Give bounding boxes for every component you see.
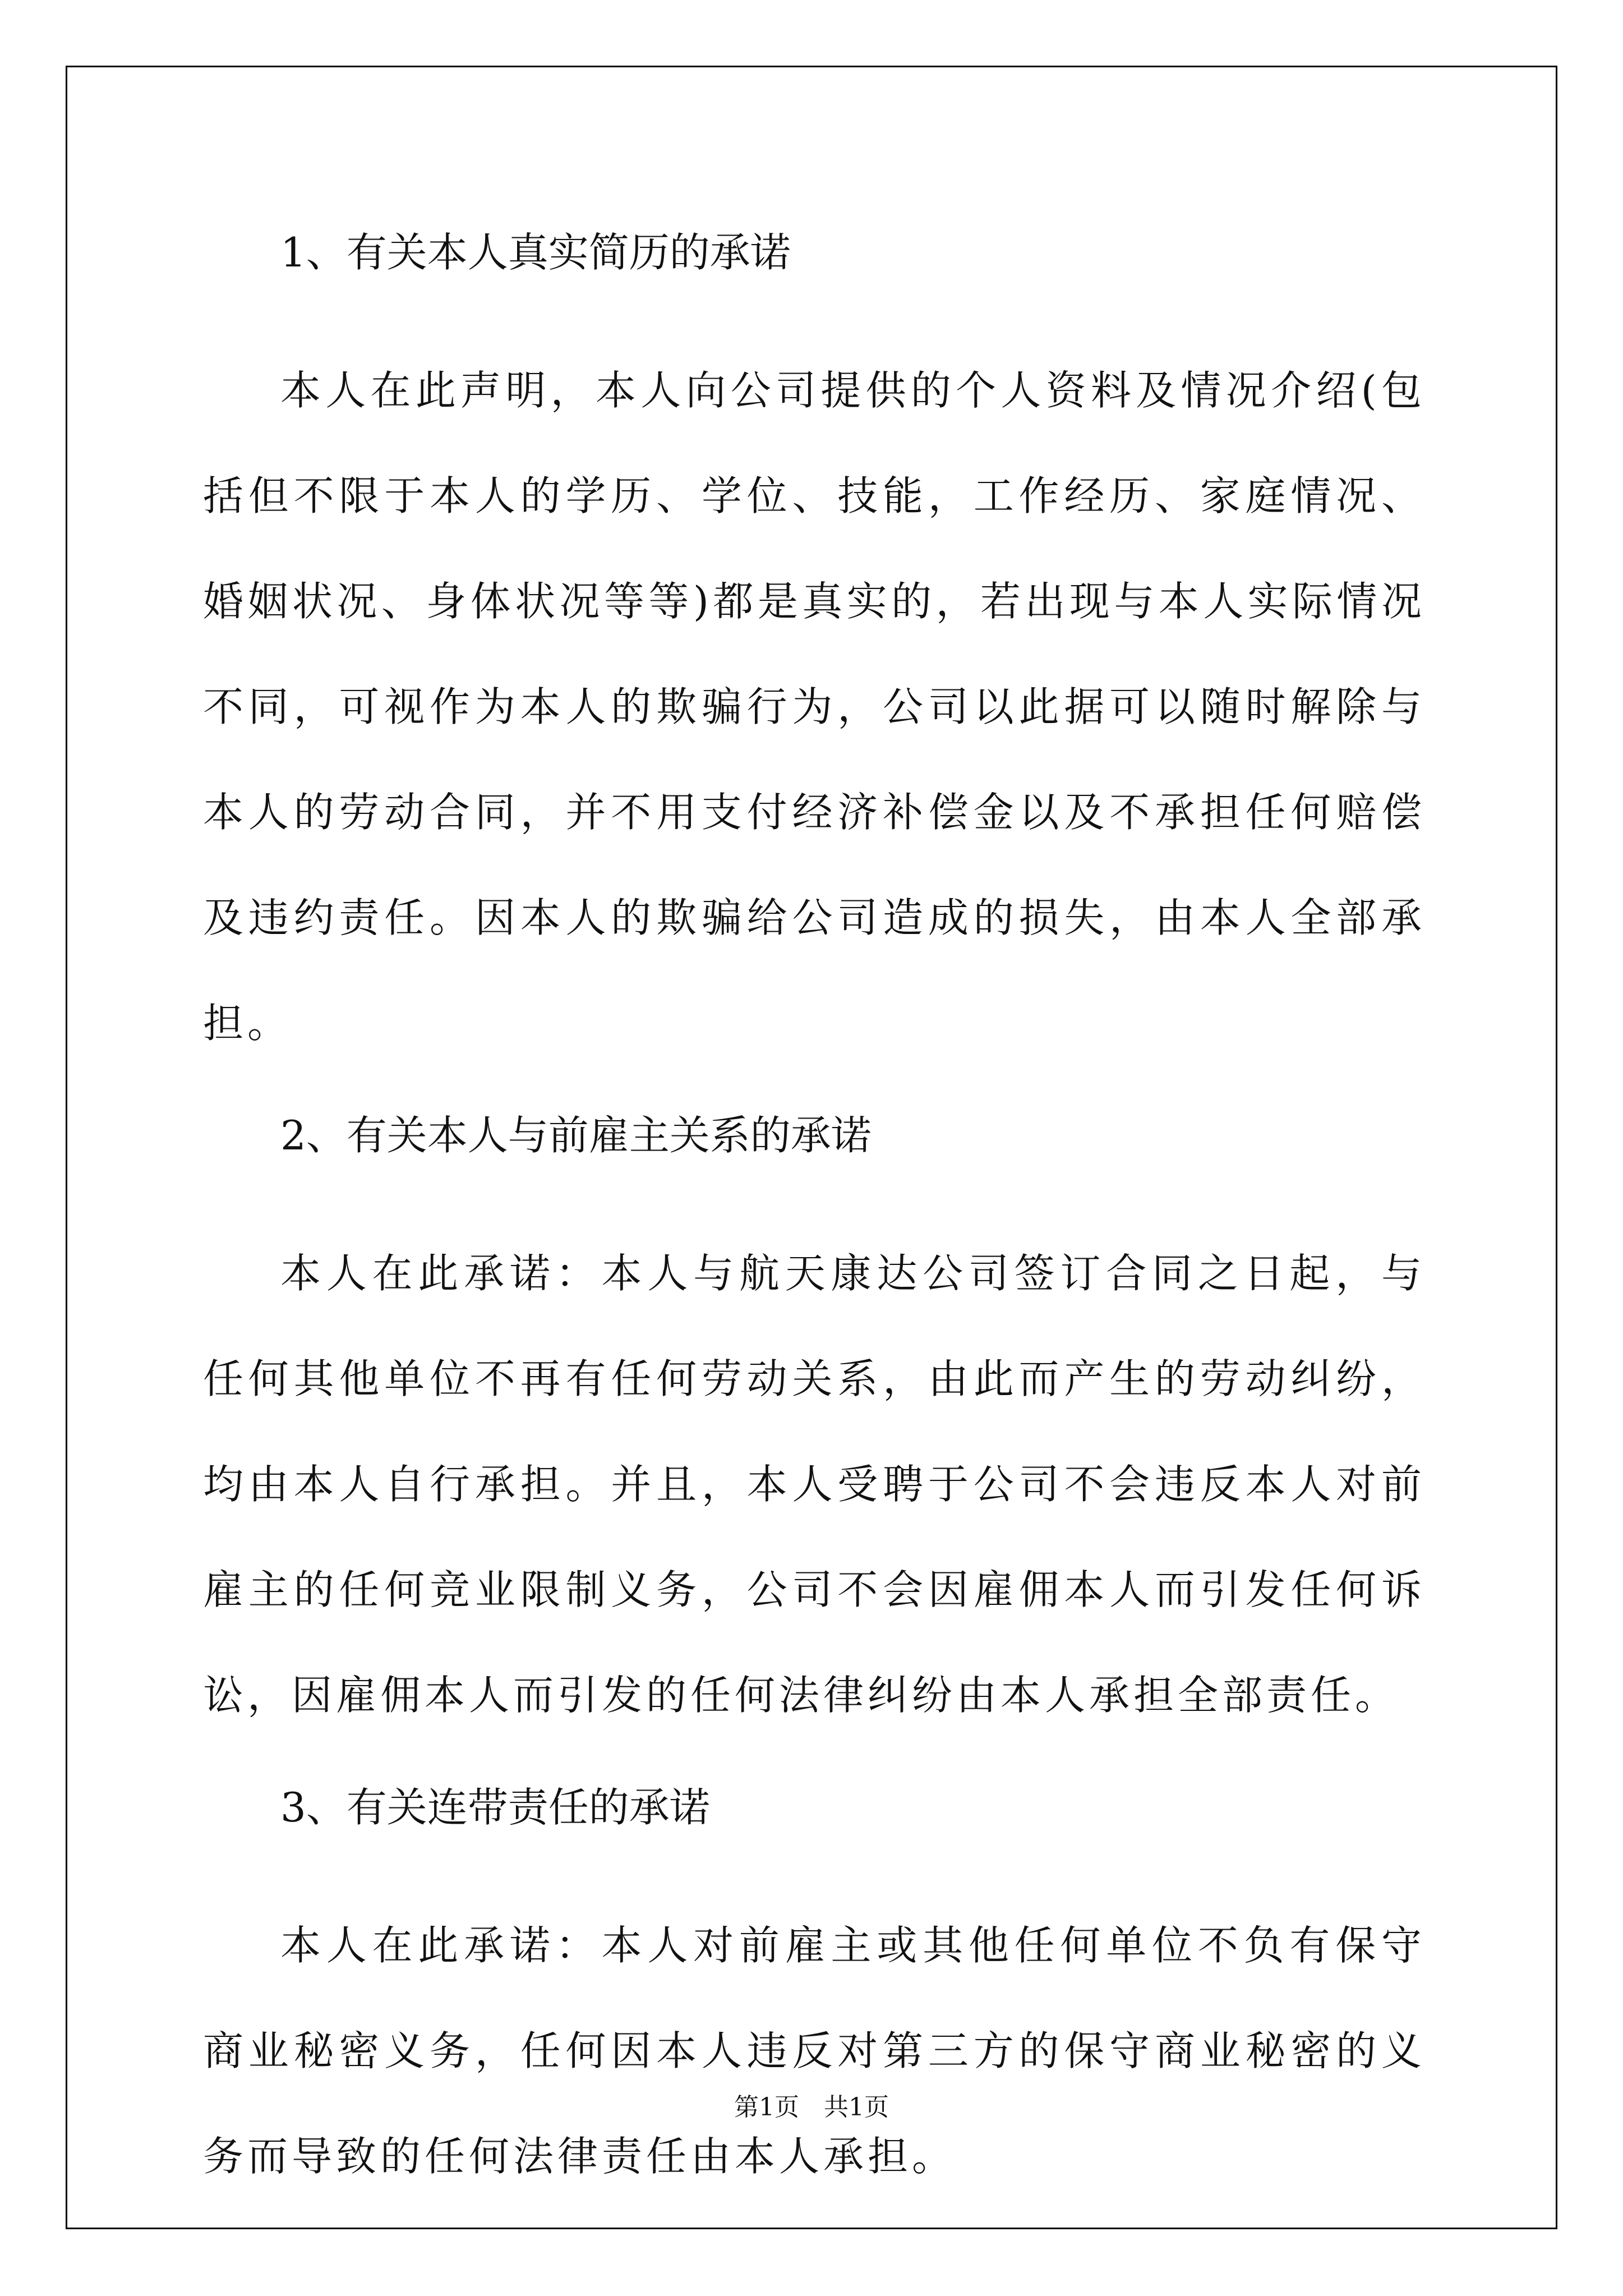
section-body-1: 本人在此声明，本人向公司提供的个人资料及情况介绍(包括但不限于本人的学历、学位、技能，工作经历、家庭情况、婚姻状况、身体状况等等)都是真实的，若出现与本人实际情况不同，可视作为本人的欺骗行为，公司以此据可以随时解除与本人的劳动合同，并不用支付经济补偿金以及不承担任何赔偿及违约责任。因本人的欺骗给公司造成的损失，由本人全部承担。	[203, 367, 1426, 1047]
document-body	[203, 213, 1426, 2209]
section-body-3: 本人在此承诺：本人对前雇主或其他任何单位不负有保守商业秘密义务，任何因本人违反对第三方的保守商业秘密的义务而导致的任何法律责任由本人承担。	[203, 1922, 1426, 2180]
section-heading-1: 1、有关本人真实简历的承诺	[280, 229, 791, 276]
page-footer: 第1页 共1页	[734, 2093, 889, 2122]
section-heading-2: 2、有关本人与前雇主关系的承诺	[280, 1112, 872, 1159]
section-heading-3: 3、有关连带责任的承诺	[280, 1784, 710, 1831]
section-body-2: 本人在此承诺：本人与航天康达公司签订合同之日起，与任何其他单位不再有任何劳动关系，由此而产生的劳动纠纷，均由本人自行承担。并且，本人受聘于公司不会违反本人对前雇主的任何竞业限制义务，公司不会因雇佣本人而引发任何诉讼，因雇佣本人而引发的任何法律纠纷由本人承担全部责任。	[203, 1250, 1426, 1719]
